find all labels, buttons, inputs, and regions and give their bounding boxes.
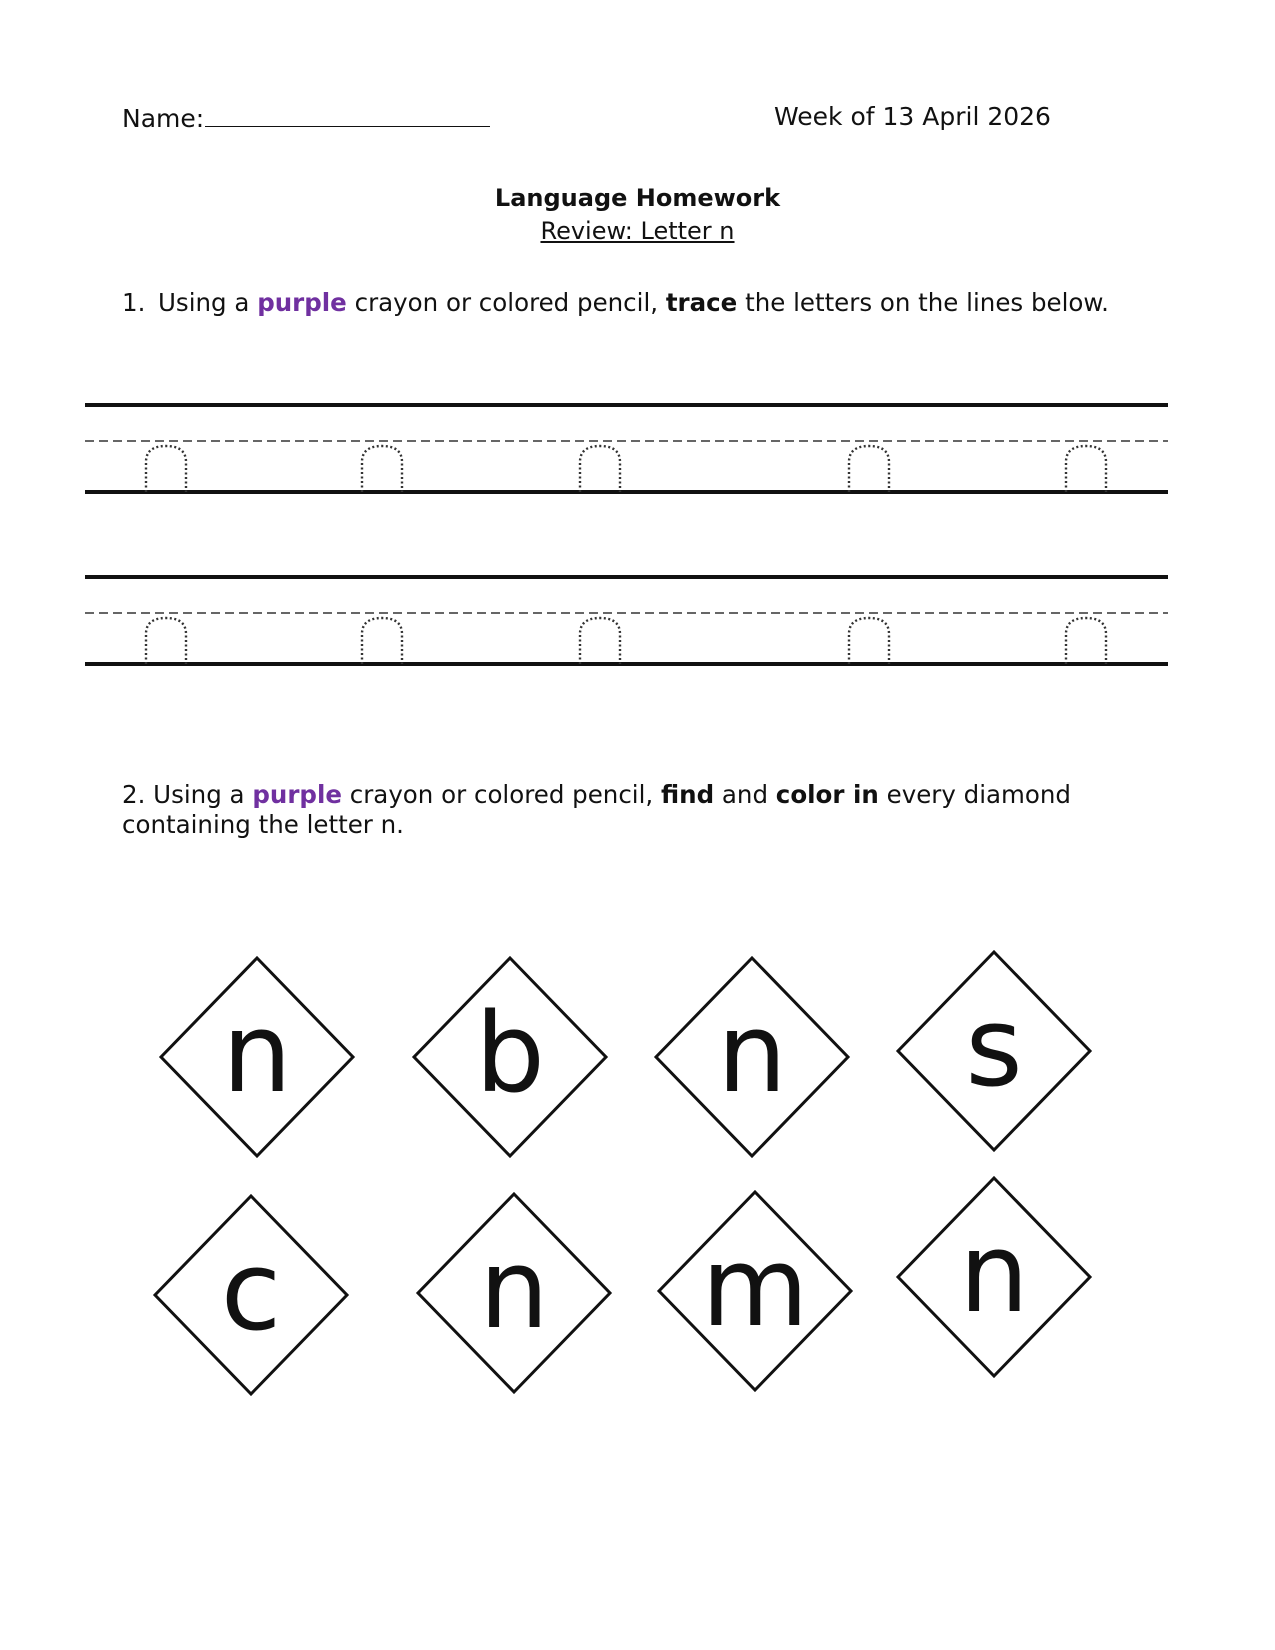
instruction-2 [122,780,1142,840]
color-in-word: color in [775,780,879,809]
find-word: find [660,780,715,809]
traceable-letter-n[interactable] [146,618,186,664]
traceable-letter-n[interactable] [362,618,402,664]
trace-word: trace [665,288,738,317]
diamond-grid[interactable] [0,930,1275,1430]
diamond-letter: s [965,983,1023,1111]
letter-diamond[interactable] [418,1194,610,1392]
name-field[interactable] [122,102,490,133]
instruction-1-text-c: the letters on the lines below. [737,288,1109,317]
letter-diamond[interactable] [898,1178,1090,1376]
traceable-letter-n[interactable] [1066,446,1106,492]
letter-diamond[interactable] [155,1196,347,1394]
week-date: Week of 13 April 2026 [774,102,1051,131]
letter-diamond[interactable] [414,958,606,1156]
letter-diamond[interactable] [161,958,353,1156]
diamond-letter: n [717,989,787,1117]
tracing-area[interactable] [0,380,1275,700]
instruction-2-text-c: and [714,780,776,809]
instruction-2-text-d: every diamond containing the letter n. [122,780,1071,839]
instruction-2-text-b: crayon or colored pencil, [341,780,661,809]
traceable-letter-n[interactable] [849,446,889,492]
traceable-letter-n[interactable] [580,446,620,492]
purple-word: purple [257,288,347,317]
diamond-letter: m [701,1223,809,1351]
instruction-1-number: 1. [122,288,146,317]
letter-diamond[interactable] [656,958,848,1156]
traceable-letter-n[interactable] [580,618,620,664]
diamond-letter: n [222,989,292,1117]
instruction-1 [122,288,1162,318]
instruction-1-text-b: crayon or colored pencil, [346,288,666,317]
purple-word-2: purple [252,780,342,809]
traceable-letter-n[interactable] [362,446,402,492]
instruction-2-text-a: 2. Using a [122,780,253,809]
diamond-letter: n [479,1225,549,1353]
traceable-letter-n[interactable] [849,618,889,664]
tracing-row[interactable] [85,405,1168,492]
traceable-letter-n[interactable] [146,446,186,492]
traceable-letter-n[interactable] [1066,618,1106,664]
page-title: Language Homework [494,184,781,212]
tracing-row[interactable] [85,577,1168,664]
name-blank-line[interactable] [205,102,490,127]
name-label: Name: [122,104,205,133]
letter-diamond[interactable] [659,1192,851,1390]
diamond-letter: b [475,989,545,1117]
instruction-1-text-a: Using a [158,288,258,317]
diamond-letter: n [959,1209,1029,1337]
page-subtitle: Review: Letter n [540,217,735,245]
diamond-letter: c [220,1227,282,1355]
letter-diamond[interactable] [898,952,1090,1150]
